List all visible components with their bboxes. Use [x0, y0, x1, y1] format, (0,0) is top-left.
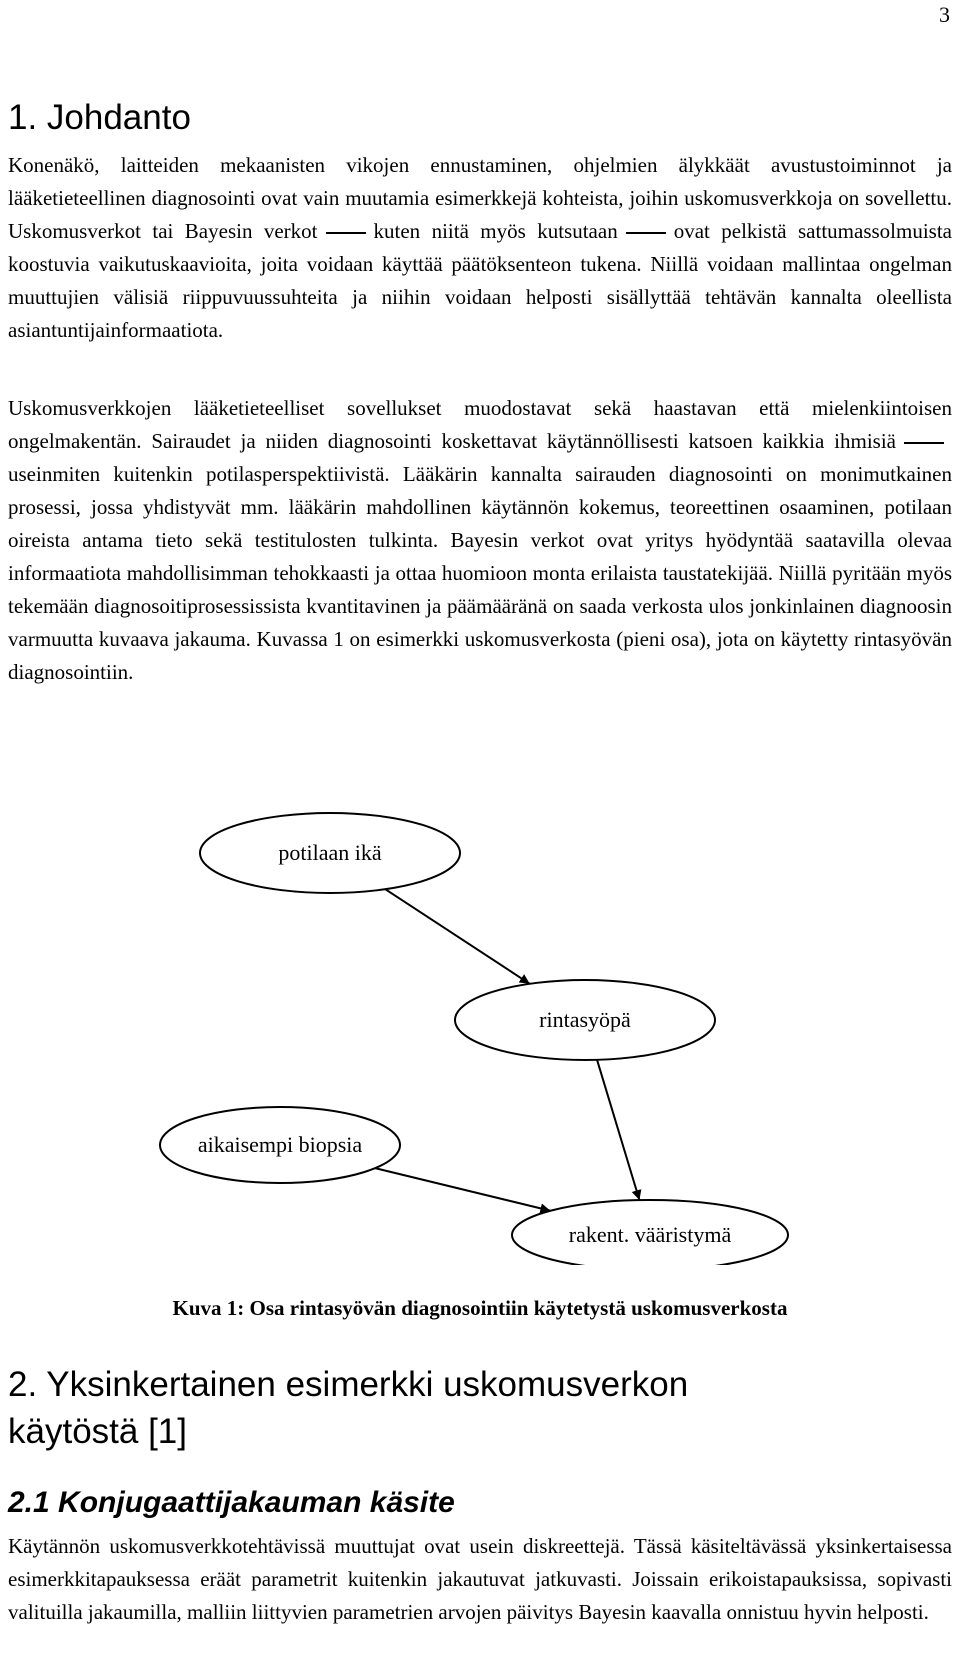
intro-paragraph-1 [8, 149, 952, 347]
intro-p1-part-c: ovat pelkistä sattumassolmuista koostuvia vaikutuskaavioita, joita voidaan käyttää päätöksenteon tukena. Niillä voidaan mallintaa ongelman muuttujien välisiä riippuvuussuhteita ja niihin voidaan helposti sisällyttää tehtävän kannalta oleellista asiantuntijainformaatiota. [8, 219, 952, 342]
subsection-2-1-title: 2.1 Konjugaattijakauman käsite [8, 1486, 455, 1519]
intro-p1-part-a: Konenäkö, laitteiden mekaanisten vikojen ennustaminen, ohjelmien älykkäät avustustoiminnot ja lääketieteellinen diagnosointi ovat vain muutamia esimerkkejä kohteista, joihin uskomusverkkoja on sovellettu. Uskomusverkot tai Bayesin verkot [8, 153, 952, 243]
edge-biopsy-to-distortion [375, 1168, 550, 1211]
node-label: rakent. vääristymä [568, 1222, 732, 1247]
belief-network-figure [0, 795, 960, 1265]
em-dash [626, 232, 666, 234]
page-number: 3 [939, 2, 950, 27]
intro-p1-part-b: kuten niitä myös kutsutaan [373, 219, 618, 243]
node-label: potilaan ikä [278, 840, 382, 865]
node-label: rintasyöpä [539, 1007, 631, 1032]
network-nodes [160, 813, 788, 1265]
node-label: aikaisempi biopsia [197, 1132, 363, 1157]
edge-age-to-cancer [385, 889, 529, 984]
intro-p2-part-a: Uskomusverkkojen lääketieteelliset sovellukset muodostavat sekä haastavan että mielenkiintoisen ongelmakentän. Sairaudet ja niiden diagnosointi koskettavat käytännöllisesti katsoen kaikkia ihmisiä [8, 396, 952, 453]
node-age [200, 813, 460, 893]
edge-cancer-to-distortion [597, 1060, 639, 1200]
intro-p2-part-b: useinmiten kuitenkin potilasperspektiivistä. Lääkärin kannalta sairauden diagnosointi on monimutkainen prosessi, jossa yhdistyvät mm. lääkärin mahdollinen käytännön kokemus, teoreettinen osaaminen, potilaan oireista antama tieto sekä testitulosten tulkinta. Bayesin verkot ovat yritys hyödyntää saatavilla olevaa informaatiota mahdollisimman tehokkaasti ja ottaa huomioon monta erilaista taustatekijää. Niillä pyritään myös tekemään diagnosoitiprosessissista kvantitavinen ja päämääränä on saada verkosta ulos jonkinlainen diagnoosin varmuutta kuvaava jakauma. Kuvassa 1 on esimerkki uskomusverkosta (pieni osa), jota on käytetty rintasyövän diagnosointiin. [8, 462, 952, 684]
subsection-2-1-paragraph: Käytännön uskomusverkkotehtävissä muuttujat ovat usein diskreettejä. Tässä käsiteltävässä yksinkertaisessa esimerkkitapauksessa eräät parametrit kuitenkin jakautuvat jatkuvasti. Joissain erikoistapauksissa, sopivasti valituilla jakaumilla, malliin liittyvien parametrien arvojen päivitys Bayesin kaavalla onnistuu hyvin helposti. [8, 1534, 952, 1624]
section-2-title-line-1: 2. Yksinkertainen esimerkki uskomusverkon [8, 1365, 689, 1404]
section-2-title-line-2: käytöstä [1] [8, 1412, 187, 1451]
node-distortion [512, 1200, 788, 1265]
figure-caption: Kuva 1: Osa rintasyövän diagnosointiin käytetystä uskomusverkosta [172, 1296, 788, 1320]
node-biopsy [160, 1107, 400, 1183]
node-cancer [455, 980, 715, 1060]
em-dash [326, 232, 366, 234]
em-dash [904, 442, 944, 444]
section-1-title: 1. Johdanto [8, 98, 191, 137]
intro-paragraph-2 [8, 392, 952, 689]
